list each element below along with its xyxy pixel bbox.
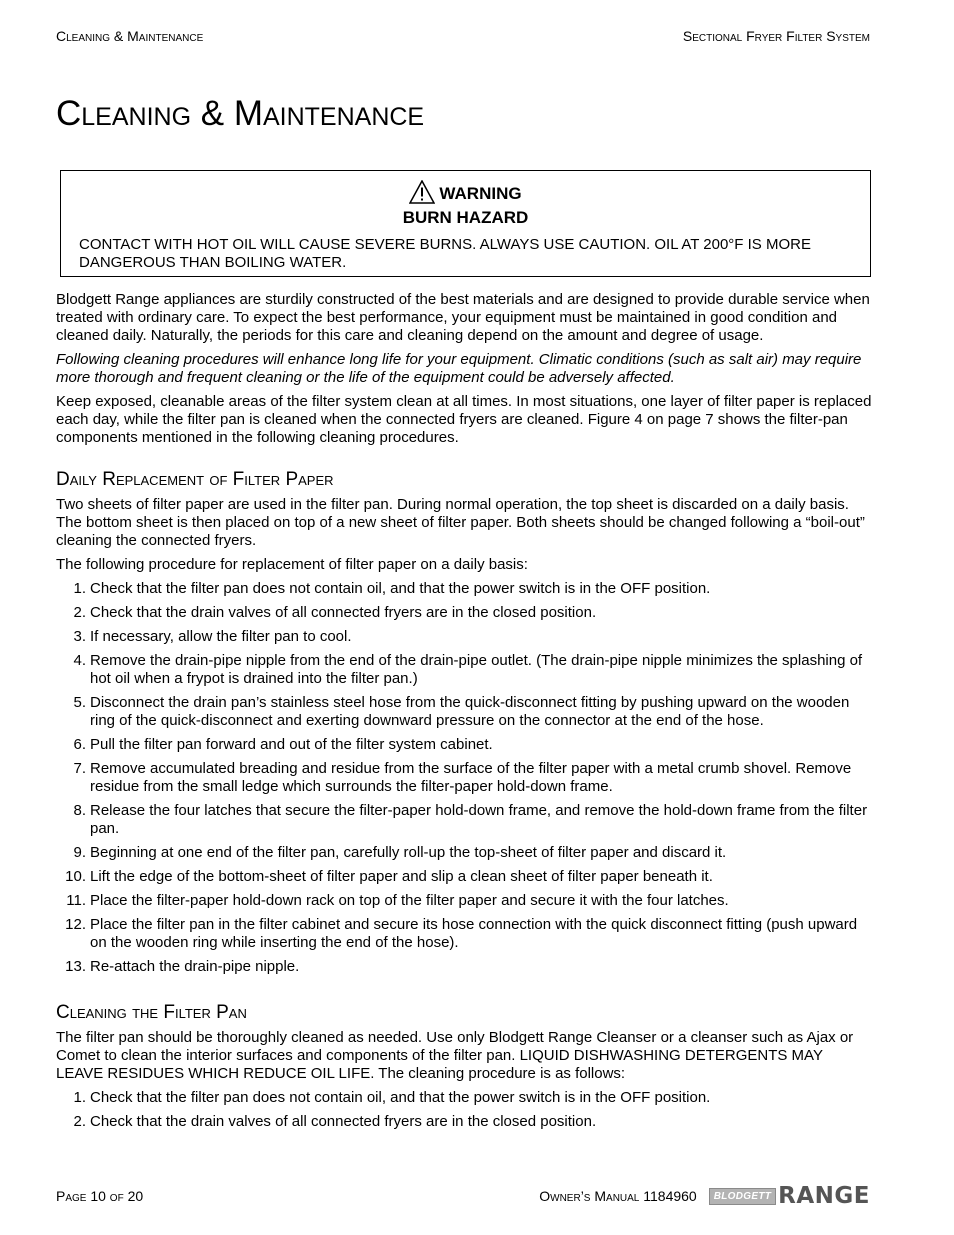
warning-box xyxy=(60,170,871,277)
blodgett-logo: BLODGETT xyxy=(709,1188,776,1205)
step-number: 3. xyxy=(73,628,86,645)
step-number: 1. xyxy=(73,580,86,597)
step-text: Pull the filter pan forward and out of the filter system cabinet. xyxy=(90,736,493,753)
section1-paragraph-2: The following procedure for replacement of filter paper on a daily basis: xyxy=(56,556,528,573)
section2-paragraph-1: The filter pan should be thoroughly cleaned as needed. Use only Blodgett Range Cleanser or a cleanser such as Ajax or Comet to clean the interior surfaces and components of the filter pan. LIQUID DISHWASHING DETERGENTS MAY LEAVE RESIDUES WHICH REDUCE OIL LIFE. The cleaning procedure is as follows: xyxy=(56,1029,854,1082)
step-text: Remove accumulated breading and residue from the surface of the filter paper with a metal crumb shovel. Remove residue from the small ledge which surrounds the filter-paper hold-down frame. xyxy=(90,760,852,795)
list-item xyxy=(56,652,872,688)
step-number: 11. xyxy=(66,892,86,909)
footer-right xyxy=(539,1185,870,1207)
list-item xyxy=(56,604,872,622)
warning-subtitle: BURN HAZARD xyxy=(402,208,529,227)
range-logo: RANGE xyxy=(778,1183,870,1209)
list-item xyxy=(56,580,872,598)
list-item xyxy=(56,694,872,730)
step-text: Check that the filter pan does not contain oil, and that the power switch is in the OFF position. xyxy=(90,580,711,597)
cleaning-filter-pan-steps xyxy=(56,1089,872,1131)
warning-title: WARNING xyxy=(439,184,522,203)
section-heading-daily-replacement: Daily Replacement of Filter Paper xyxy=(56,469,334,490)
intro-paragraph-2: Following cleaning procedures will enhance long life for your equipment. Climatic conditions (such as salt air) may require more thorough and frequent cleaning or the life of the equipment could be adversely affected. xyxy=(56,351,862,386)
list-item xyxy=(56,1113,872,1131)
step-text: Check that the filter pan does not contain oil, and that the power switch is in the OFF position. xyxy=(90,1089,711,1106)
step-text: Remove the drain-pipe nipple from the end of the drain-pipe outlet. (The drain-pipe nipple minimizes the splashing of hot oil when a frypot is drained into the filter pan.) xyxy=(90,652,863,687)
step-text: Re-attach the drain-pipe nipple. xyxy=(90,958,300,975)
section1-paragraph-1: Two sheets of filter paper are used in the filter pan. During normal operation, the top sheet is discarded on a daily basis. The bottom sheet is then placed on top of a new sheet of filter paper. Both sheets should be changed following a “boil-out” cleaning the connected fryers. xyxy=(56,496,865,549)
list-item xyxy=(56,802,872,838)
intro-paragraph-1: Blodgett Range appliances are sturdily constructed of the best materials and are designed to provide durable service when treated with ordinary care. To expect the best performance, your equipment must be maintained in good condition and cleaned daily. Naturally, the periods for this care and cleaning depend on the amount and degree of usage. xyxy=(56,291,870,344)
step-text: Place the filter-paper hold-down rack on top of the filter paper and secure it with the four latches. xyxy=(90,892,729,909)
intro-paragraph-3: Keep exposed, cleanable areas of the filter system clean at all times. In most situations, one layer of filter paper is replaced each day, while the filter pan is cleaned when the connected fryers are cleaned. Figure 4 on page 7 shows the filter-pan components mentioned in the following cleaning procedures. xyxy=(56,393,872,446)
page-header xyxy=(56,28,870,46)
list-item xyxy=(56,1089,872,1107)
main-content xyxy=(56,291,872,1137)
step-text: Lift the edge of the bottom-sheet of filter paper and slip a clean sheet of filter paper beneath it. xyxy=(90,868,713,885)
step-number: 8. xyxy=(73,802,86,819)
step-number: 6. xyxy=(73,736,86,753)
step-number: 9. xyxy=(73,844,86,861)
list-item xyxy=(56,844,872,862)
warning-triangle-icon xyxy=(409,180,435,204)
step-number: 13. xyxy=(65,958,86,975)
step-number: 4. xyxy=(73,652,86,669)
step-number: 7. xyxy=(73,760,86,777)
step-text: Place the filter pan in the filter cabinet and secure its hose connection with the quick disconnect fitting (push upward on the wooden ring while inserting the end of the hose). xyxy=(90,916,858,951)
step-number: 10. xyxy=(65,868,86,885)
step-number: 5. xyxy=(73,694,86,711)
list-item xyxy=(56,736,872,754)
list-item xyxy=(56,760,872,796)
step-number: 12. xyxy=(65,916,86,933)
warning-text: CONTACT WITH HOT OIL WILL CAUSE SEVERE BURNS. ALWAYS USE CAUTION. OIL AT 200°F IS MORE DANGEROUS THAN BOILING WATER. xyxy=(79,236,811,271)
list-item xyxy=(56,958,872,976)
list-item xyxy=(56,892,872,910)
page-number: Page 10 of 20 xyxy=(56,1188,144,1204)
step-text: Release the four latches that secure the filter-paper hold-down frame, and remove the hold-down frame from the filter pan. xyxy=(90,802,868,837)
step-number: 2. xyxy=(73,604,86,621)
page-title: Cleaning & Maintenance xyxy=(56,94,425,133)
step-number: 1. xyxy=(73,1089,86,1106)
list-item xyxy=(56,916,872,952)
step-text: If necessary, allow the filter pan to cool. xyxy=(90,628,352,645)
header-right-text: Sectional Fryer Filter System xyxy=(682,28,870,44)
step-text: Beginning at one end of the filter pan, carefully roll-up the top-sheet of filter paper and discard it. xyxy=(90,844,727,861)
step-text: Check that the drain valves of all connected fryers are in the closed position. xyxy=(90,1113,597,1130)
warning-title-row xyxy=(61,180,870,206)
daily-replacement-steps xyxy=(56,580,872,976)
list-item xyxy=(56,868,872,886)
section-heading-cleaning-filter-pan: Cleaning the Filter Pan xyxy=(56,1002,247,1023)
step-text: Check that the drain valves of all connected fryers are in the closed position. xyxy=(90,604,597,621)
step-text: Disconnect the drain pan’s stainless steel hose from the quick-disconnect fitting by pushing upward on the wooden ring of the quick-disconnect and exerting downward pressure on the connector at the end of the hose. xyxy=(90,694,850,729)
page-footer xyxy=(56,1185,870,1207)
step-number: 2. xyxy=(73,1113,86,1130)
manual-number: Owner’s Manual 1184960 xyxy=(539,1188,697,1204)
list-item xyxy=(56,628,872,646)
header-left-text: Cleaning & Maintenance xyxy=(56,28,204,44)
